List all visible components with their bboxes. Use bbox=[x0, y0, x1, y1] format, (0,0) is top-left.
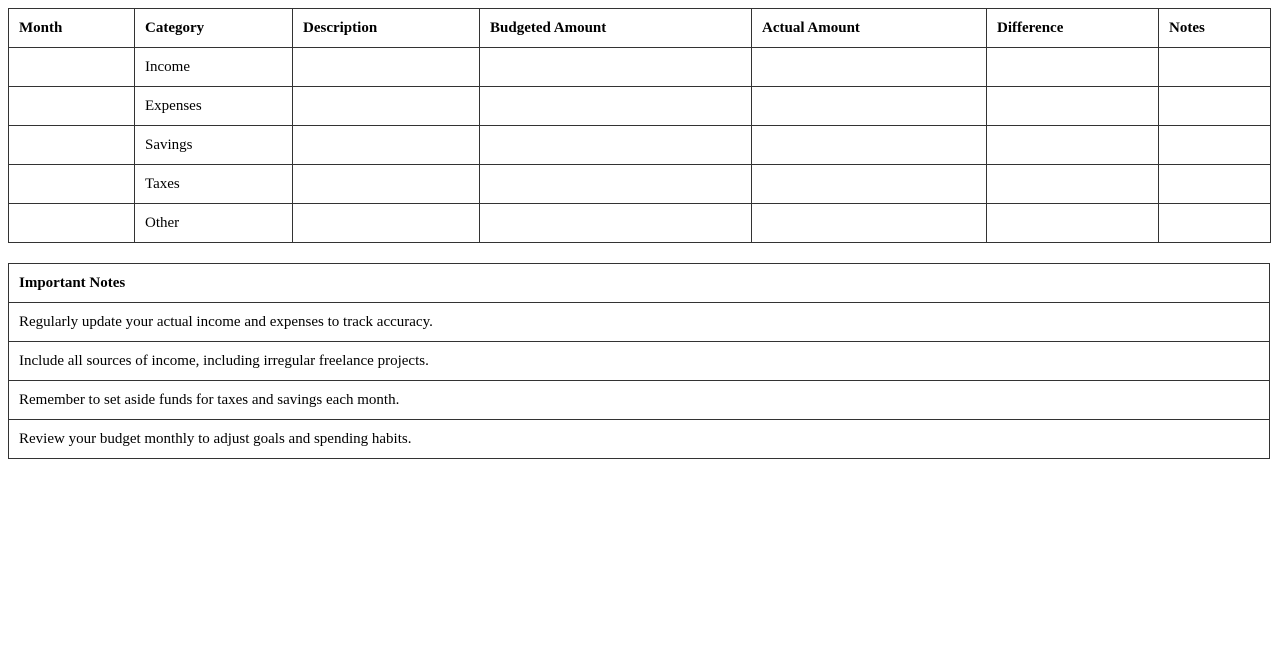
cell-budgeted-amount bbox=[480, 204, 752, 243]
cell-month bbox=[9, 48, 135, 87]
cell-difference bbox=[987, 87, 1159, 126]
cell-actual-amount bbox=[752, 126, 987, 165]
list-item bbox=[9, 420, 1270, 459]
cell-category: Savings bbox=[135, 126, 293, 165]
cell-description bbox=[293, 165, 480, 204]
header-notes: Notes bbox=[1159, 9, 1271, 48]
cell-category: Other bbox=[135, 204, 293, 243]
table-row bbox=[9, 48, 1271, 87]
cell-difference bbox=[987, 48, 1159, 87]
list-item bbox=[9, 342, 1270, 381]
header-actual-amount: Actual Amount bbox=[752, 9, 987, 48]
cell-difference bbox=[987, 126, 1159, 165]
important-notes-heading: Important Notes bbox=[9, 264, 1270, 303]
cell-notes bbox=[1159, 87, 1271, 126]
cell-month bbox=[9, 204, 135, 243]
table-row bbox=[9, 87, 1271, 126]
cell-notes bbox=[1159, 165, 1271, 204]
cell-month bbox=[9, 126, 135, 165]
note-text: Regularly update your actual income and expenses to track accuracy. bbox=[9, 303, 1270, 342]
cell-notes bbox=[1159, 126, 1271, 165]
cell-notes bbox=[1159, 48, 1271, 87]
header-description: Description bbox=[293, 9, 480, 48]
cell-category: Taxes bbox=[135, 165, 293, 204]
cell-description bbox=[293, 204, 480, 243]
note-text: Include all sources of income, including irregular freelance projects. bbox=[9, 342, 1270, 381]
list-item bbox=[9, 303, 1270, 342]
budget-header-row bbox=[9, 9, 1271, 48]
table-row bbox=[9, 165, 1271, 204]
important-notes-table bbox=[8, 263, 1270, 459]
cell-category: Income bbox=[135, 48, 293, 87]
cell-budgeted-amount bbox=[480, 87, 752, 126]
cell-difference bbox=[987, 165, 1159, 204]
header-category: Category bbox=[135, 9, 293, 48]
budget-table bbox=[8, 8, 1271, 243]
note-text: Review your budget monthly to adjust goals and spending habits. bbox=[9, 420, 1270, 459]
cell-notes bbox=[1159, 204, 1271, 243]
table-row bbox=[9, 126, 1271, 165]
notes-header-row bbox=[9, 264, 1270, 303]
cell-actual-amount bbox=[752, 87, 987, 126]
cell-actual-amount bbox=[752, 204, 987, 243]
cell-actual-amount bbox=[752, 48, 987, 87]
cell-category: Expenses bbox=[135, 87, 293, 126]
header-budgeted-amount: Budgeted Amount bbox=[480, 9, 752, 48]
header-difference: Difference bbox=[987, 9, 1159, 48]
cell-description bbox=[293, 87, 480, 126]
cell-difference bbox=[987, 204, 1159, 243]
cell-month bbox=[9, 87, 135, 126]
cell-budgeted-amount bbox=[480, 165, 752, 204]
cell-budgeted-amount bbox=[480, 48, 752, 87]
cell-month bbox=[9, 165, 135, 204]
note-text: Remember to set aside funds for taxes and savings each month. bbox=[9, 381, 1270, 420]
cell-budgeted-amount bbox=[480, 126, 752, 165]
cell-description bbox=[293, 126, 480, 165]
table-row bbox=[9, 204, 1271, 243]
header-month: Month bbox=[9, 9, 135, 48]
list-item bbox=[9, 381, 1270, 420]
cell-description bbox=[293, 48, 480, 87]
cell-actual-amount bbox=[752, 165, 987, 204]
